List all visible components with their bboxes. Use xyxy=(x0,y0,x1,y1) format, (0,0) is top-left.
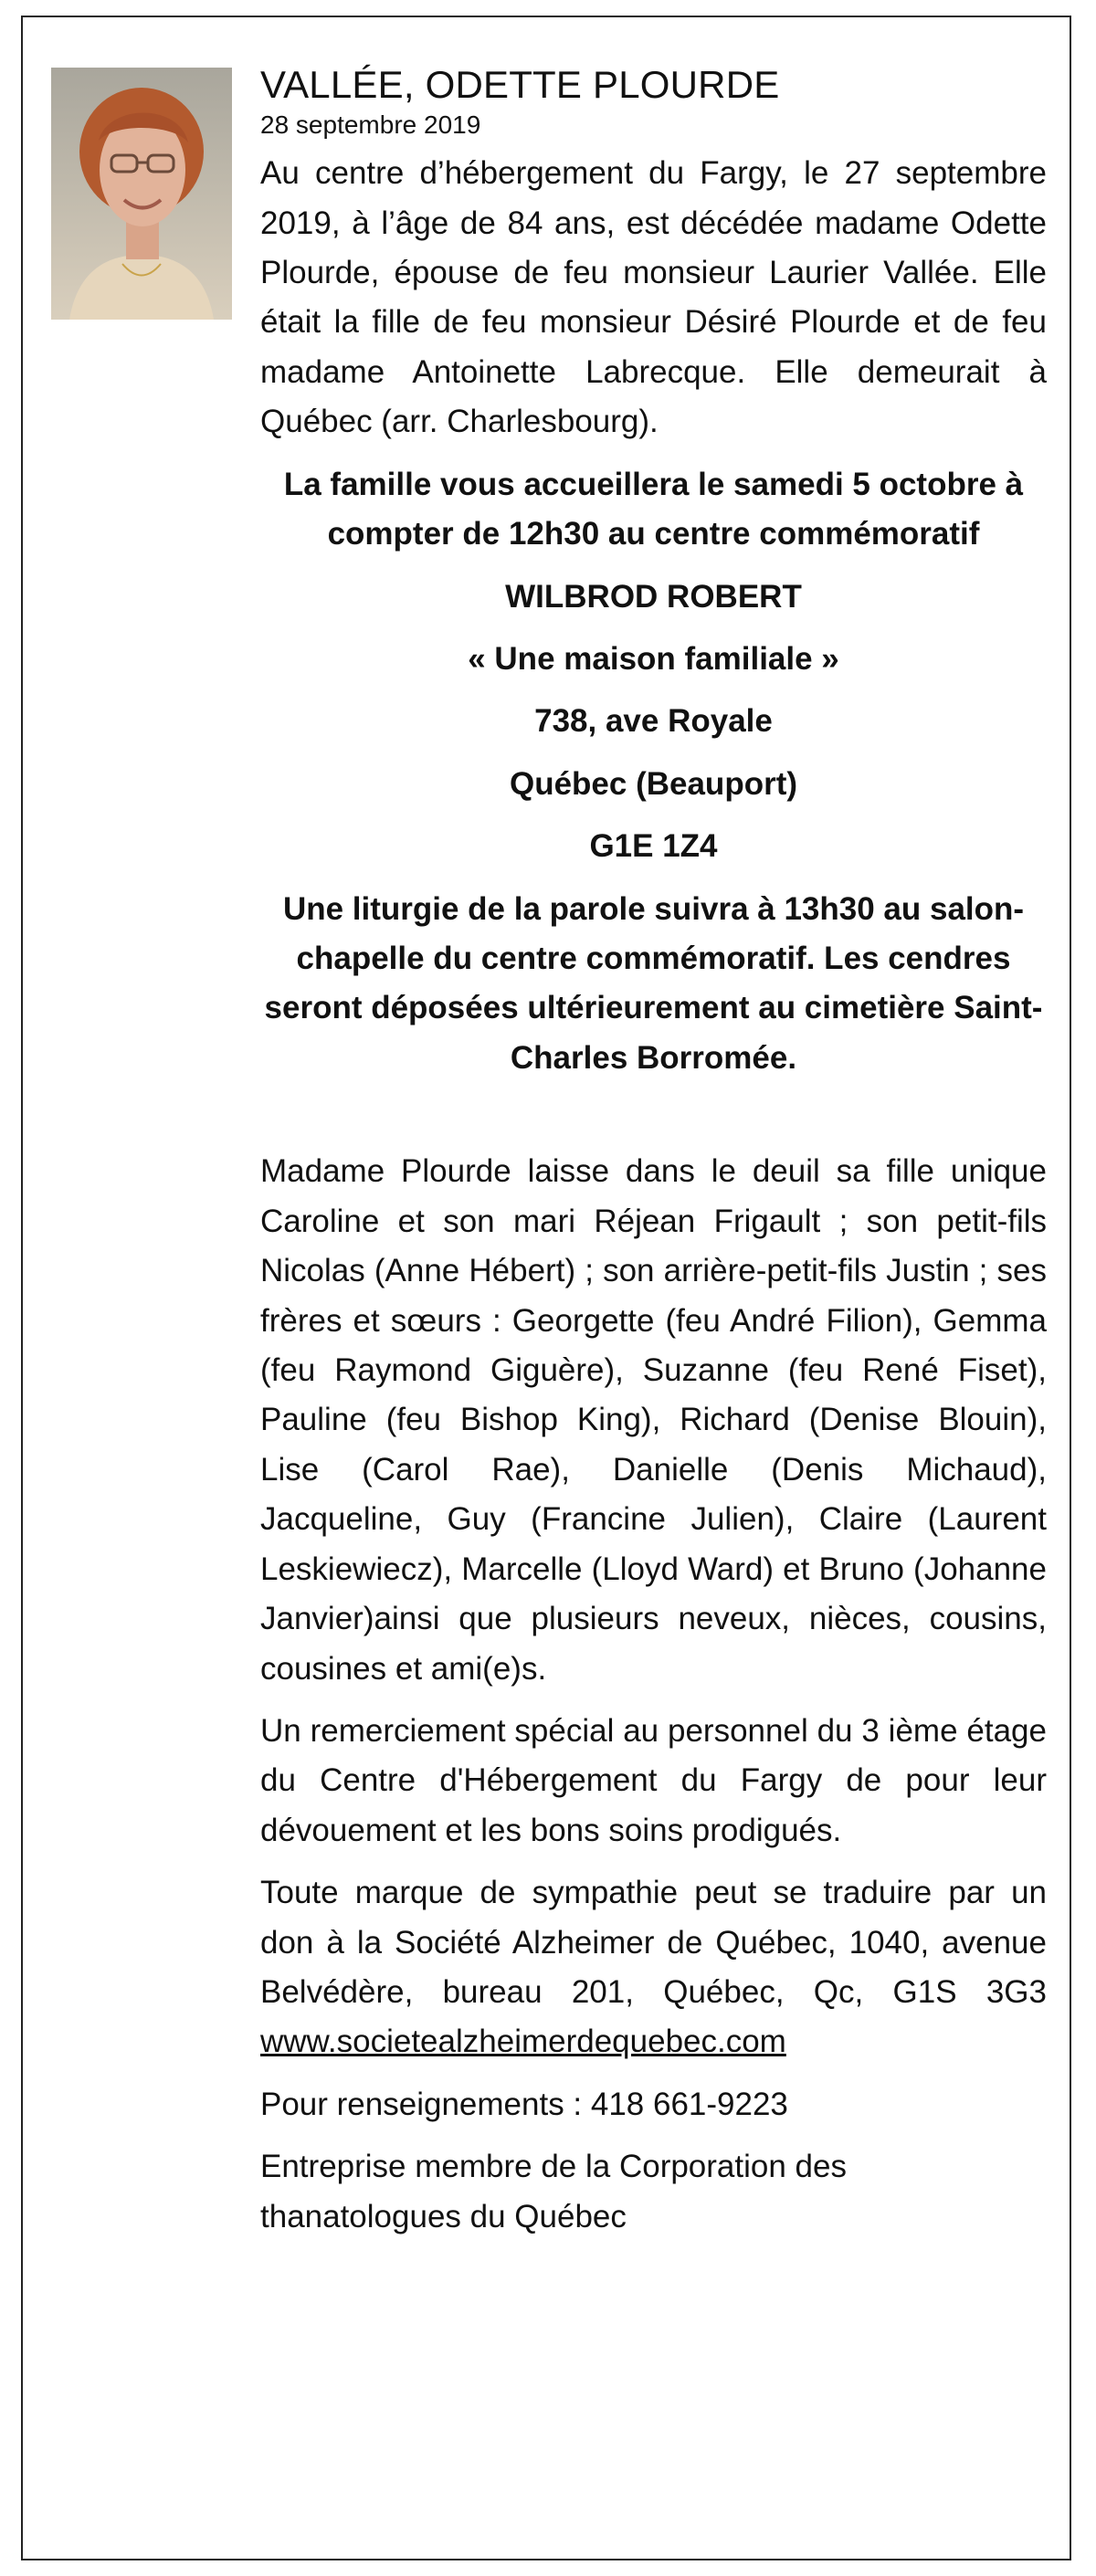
funeral-home-address: 738, ave Royale xyxy=(534,703,773,740)
donation-link[interactable]: www.societealzheimerdequebec.com xyxy=(260,2024,786,2060)
funeral-home-name: WILBROD ROBERT xyxy=(505,578,802,615)
deceased-name: VALLÉE, ODETTE PLOURDE xyxy=(260,63,780,106)
donation-paragraph xyxy=(260,1868,1047,2067)
visitation-notice: La famille vous accueillera le samedi 5 octobre à compter de 12h30 au centre commémoratif xyxy=(283,466,1024,552)
funeral-home-postal-code: G1E 1Z4 xyxy=(589,828,718,865)
obituary-date: 28 septembre 2019 xyxy=(260,110,481,139)
liturgy-notice: Une liturgie de la parole suivra à 13h30 au salon-chapelle du centre commémoratif. Les cendres seront déposées ultérieurement au cimetière Saint-Charles Borromée. xyxy=(264,890,1043,1076)
donation-text: Toute marque de sympathie peut se traduire par un don à la Société Alzheimer de Québec, 1040, avenue Belvédère, bureau 201, Québec, Qc, G1S 3G3 xyxy=(260,1875,1047,2011)
portrait-photo xyxy=(51,68,232,320)
survivors-paragraph: Madame Plourde laisse dans le deuil sa fille unique Caroline et son mari Réjean Frigault ; son petit-fils Nicolas (Anne Hébert) ; son arrière-petit-fils Justin ; ses frères et sœurs : Georgette (feu André Filion), Gemma (feu Raymond Giguère), Suzanne (feu René Fiset), Pauline (feu Bishop King), Richard (Denise Blouin), Lise (Carol Rae), Danielle (Denis Michaud), Jacqueline, Guy (Francine Julien), Claire (Laurent Leskiewiecz), Marcelle (Lloyd Ward) et Bruno (Johanne Janvier)ainsi que plusieurs neveux, nièces, cousins, cousines et ami(e)s. xyxy=(260,1153,1047,1687)
funeral-home-city: Québec (Beauport) xyxy=(509,765,798,802)
intro-paragraph: Au centre d’hébergement du Fargy, le 27 septembre 2019, à l’âge de 84 ans, est décédée madame Odette Plourde, épouse de feu monsieur Laurier Vallée. Elle était la fille de feu monsieur Désiré Plourde et de feu madame Antoinette Labrecque. Elle demeurait à Québec (arr. Charlesbourg). xyxy=(260,155,1047,440)
portrait-image xyxy=(51,68,232,320)
obituary-content xyxy=(260,62,1047,2242)
membership-line: Entreprise membre de la Corporation des thanatologues du Québec xyxy=(260,2149,847,2234)
funeral-home-slogan: « Une maison familiale » xyxy=(468,640,839,677)
info-line: Pour renseignements : 418 661-9223 xyxy=(260,2086,788,2122)
thanks-paragraph: Un remerciement spécial au personnel du 3 ième étage du Centre d'Hébergement du Fargy de pour leur dévouement et les bons soins prodigués. xyxy=(260,1712,1047,1848)
